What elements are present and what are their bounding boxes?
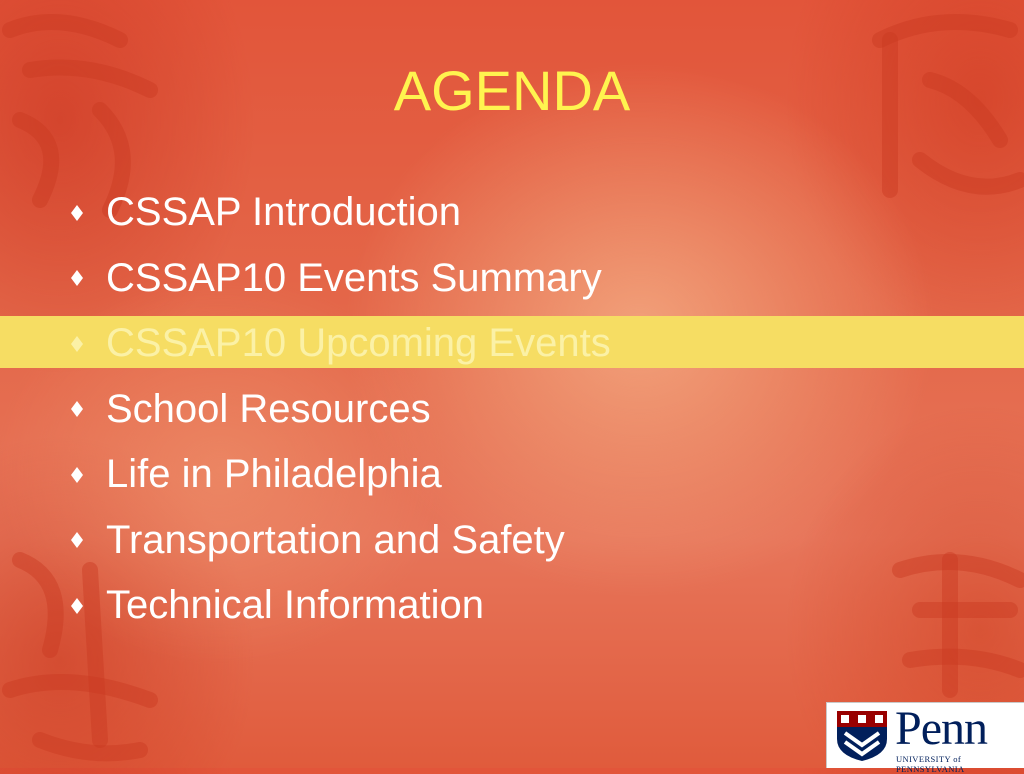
agenda-list: [70, 180, 611, 639]
penn-wordmark: Penn: [895, 702, 987, 755]
agenda-item-label: School Resources: [106, 386, 431, 431]
diamond-bullet-icon: [70, 335, 84, 353]
agenda-item: [70, 508, 611, 574]
slide-title: AGENDA: [393, 59, 631, 122]
agenda-item: [70, 442, 611, 508]
agenda-item-label: CSSAP10 Upcoming Events: [106, 321, 611, 366]
agenda-item: [70, 180, 611, 246]
diamond-bullet-icon: [70, 597, 84, 615]
agenda-item-current: [70, 311, 611, 377]
penn-logo: [826, 702, 1024, 774]
diamond-bullet-icon: [70, 466, 84, 484]
diamond-bullet-icon: [70, 531, 84, 549]
agenda-item-label: Transportation and Safety: [106, 517, 565, 562]
agenda-item: [70, 246, 611, 312]
agenda-item-label: Life in Philadelphia: [106, 452, 442, 497]
agenda-item-label: Technical Information: [106, 583, 484, 628]
agenda-item-label: CSSAP10 Events Summary: [106, 255, 602, 300]
agenda-item: [70, 573, 611, 639]
diamond-bullet-icon: [70, 400, 84, 418]
agenda-item-label: CSSAP Introduction: [106, 190, 462, 235]
calligraphy-decoration-bottom-right: [870, 540, 1024, 710]
diamond-bullet-icon: [70, 269, 84, 287]
penn-shield-icon: [835, 709, 889, 763]
diamond-bullet-icon: [70, 204, 84, 222]
penn-subtitle: UNIVERSITY of PENNSYLVANIA: [896, 754, 965, 774]
agenda-item: [70, 377, 611, 443]
